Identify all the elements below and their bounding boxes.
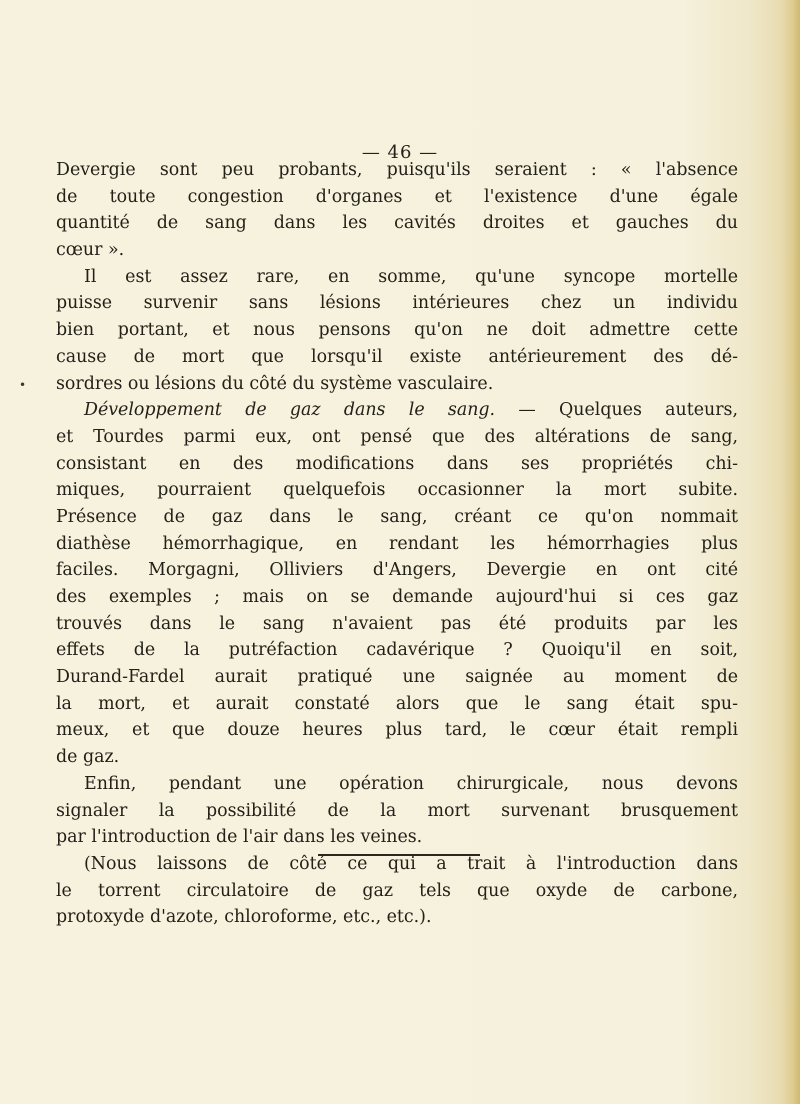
text-line: Il est assez rare, en somme, qu'une syncope mortelle — [84, 266, 738, 287]
text-line: (Nous laissons de côté ce qui a trait à l'introduction dans — [84, 853, 738, 874]
text-line: cœur ». — [56, 240, 125, 261]
text-line: le torrent circulatoire de gaz tels que oxyde de carbone, — [56, 880, 738, 901]
section-heading-rest: — Quelques auteurs, — [495, 400, 738, 421]
text-line: de toute congestion d'organes et l'existence d'une égale — [56, 186, 738, 207]
text-line: des exemples ; mais on se demande aujourd'hui si ces gaz — [56, 587, 738, 607]
text-line: consistant en des modifications dans ses propriétés chi- — [56, 453, 738, 474]
text-line: la mort, et aurait constaté alors que le sang était spu- — [56, 693, 738, 714]
text-line: miques, pourraient quelquefois occasionner la mort subite. — [56, 480, 738, 501]
text-line: faciles. Morgagni, Olliviers d'Angers, Devergie en ont cité — [56, 560, 738, 581]
text-line: puisse survenir sans lésions intérieures chez un individu — [56, 293, 738, 314]
section-heading-line — [56, 397, 738, 424]
text-line: bien portant, et nous pensons qu'on ne doit admettre cette — [56, 320, 738, 341]
text-line: de gaz. — [56, 747, 120, 768]
page-edge-shadow — [782, 0, 800, 1104]
text-line: effets de la putréfaction cadavérique ? Quoiqu'il en soit, — [56, 640, 738, 661]
text-line: Enfin, pendant une opération chirurgicale, nous devons — [84, 773, 738, 794]
text-line: quantité de sang dans les cavités droites et gauches du — [56, 213, 738, 234]
text-line: cause de mort que lorsqu'il existe antérieurement des dé- — [56, 346, 738, 367]
page-number: — 46 — — [361, 142, 439, 163]
section-end-rule — [318, 854, 480, 856]
text-line: sordres ou lésions du côté du système vasculaire. — [56, 373, 494, 394]
text-line: par l'introduction de l'air dans les veines. — [56, 827, 423, 848]
text-line: protoxyde d'azote, chloroforme, etc., etc.). — [56, 907, 432, 928]
text-line: signaler la possibilité de la mort survenant brusquement — [56, 800, 738, 821]
text-line: diathèse hémorrhagique, en rendant les hémorrhagies plus — [56, 533, 738, 554]
text-line: trouvés dans le sang n'avaient pas été produits par les — [56, 613, 738, 634]
text-line: Durand-Fardel aurait pratiqué une saignée au moment de — [56, 667, 738, 688]
text-line: Devergie sont peu probants, puisqu'ils seraient : « l'absence — [56, 160, 738, 180]
text-line: et Tourdes parmi eux, ont pensé que des altérations de sang, — [56, 426, 738, 447]
margin-mark: • — [19, 378, 27, 392]
text-line: Présence de gaz dans le sang, créant ce qu'on nommait — [56, 506, 738, 527]
text-line: meux, et que douze heures plus tard, le cœur était rempli — [56, 720, 738, 741]
section-heading: Développement de gaz dans le sang. — [84, 400, 496, 421]
body-text — [56, 157, 738, 931]
